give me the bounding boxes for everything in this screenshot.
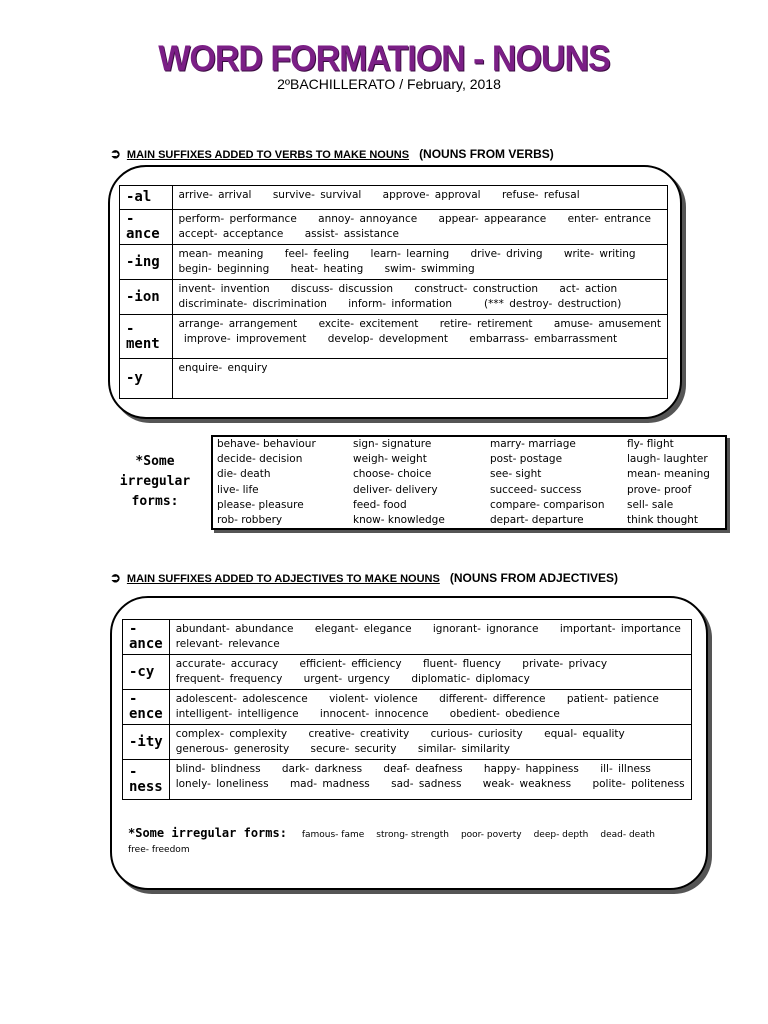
irregular-row xyxy=(212,513,726,529)
irregular-forms-label: *Some irregular forms: xyxy=(119,454,191,509)
examples-line: lonely- loneliness mad- madness sad- sadness weak- weakness polite- politeness xyxy=(175,778,685,790)
irregular-item: dead- death xyxy=(600,830,655,840)
irregular-item: sign- signature xyxy=(353,438,432,450)
suffix-cell xyxy=(120,359,173,399)
irregular-item: please- pleasure xyxy=(217,498,304,511)
section2-heading xyxy=(110,570,618,586)
irregular-forms-table xyxy=(211,435,727,530)
suffix-row xyxy=(120,315,668,359)
examples-line: adolescent- adolescence violent- violence different- difference patient- patience xyxy=(175,693,659,705)
examples-line: frequent- frequency urgent- urgency diplomatic- diplomacy xyxy=(175,673,530,685)
irregular-row xyxy=(212,498,726,513)
irregular-item: post- postage xyxy=(490,453,563,466)
suffix-row xyxy=(120,359,668,399)
examples-line: begin- beginning heat- heating swim- swimming xyxy=(178,263,475,275)
examples-line: arrange- arrangement excite- excitement retire- retirement amuse- amusement xyxy=(178,318,661,330)
irregular-item: famous- fame xyxy=(301,830,365,840)
irregular-row xyxy=(212,436,726,452)
suffix-cell xyxy=(120,186,173,210)
irregular-item: deliver- delivery xyxy=(353,483,438,496)
examples-line: improve- improvement develop- development embarrass- embarrassment xyxy=(178,333,618,345)
examples-cell xyxy=(172,359,668,399)
irregular-item: laugh- laughter xyxy=(627,453,708,466)
irregular-forms-label: *Some irregular forms: xyxy=(128,826,287,840)
page-title: WORD FORMATION - NOUNS xyxy=(158,39,610,79)
suffix-row xyxy=(120,186,668,210)
examples-line: complex- complexity creative- creativity curious- curiosity equal- equality xyxy=(175,728,625,740)
irregular-item: rob- robbery xyxy=(217,514,283,527)
examples-cell xyxy=(172,315,668,359)
examples-cell xyxy=(169,725,691,760)
irregular-item: sell- sale xyxy=(627,498,674,511)
suffix-label: -y xyxy=(126,370,143,386)
suffix-label: -ment xyxy=(126,320,160,352)
examples-line: discriminate- discrimination inform- information (*** destroy- destruction) xyxy=(178,298,622,310)
suffix-row xyxy=(123,725,692,760)
examples-cell xyxy=(169,620,691,655)
section2-title: MAIN SUFFIXES ADDED TO ADJECTIVES TO MAKE NOUNS xyxy=(126,573,440,585)
irregular-item: die- death xyxy=(217,468,271,481)
suffix-label: -ing xyxy=(126,253,160,270)
suffix-label: -ence xyxy=(129,691,163,722)
adjective-suffix-table xyxy=(122,619,692,800)
irregular-item: think thought xyxy=(627,514,699,527)
irregular-item: see- sight xyxy=(490,468,542,481)
examples-cell xyxy=(172,210,668,245)
suffix-row xyxy=(120,245,668,280)
suffix-cell xyxy=(123,620,170,655)
suffix-cell xyxy=(123,725,170,760)
examples-line: mean- meaning feel- feeling learn- learning drive- driving write- writing xyxy=(178,248,636,260)
irregular-item: strong- strength xyxy=(376,830,449,840)
examples-cell xyxy=(169,760,691,800)
irregular-item: poor- poverty xyxy=(460,830,522,840)
irregular-item: behave- behaviour xyxy=(217,438,316,450)
examples-line: relevant- relevance xyxy=(175,638,280,650)
examples-cell xyxy=(172,245,668,280)
examples-line: perform- performance annoy- annoyance appear- appearance enter- entrance xyxy=(178,213,651,225)
examples-line: enquire- enquiry xyxy=(178,362,268,374)
suffix-cell xyxy=(120,210,173,245)
arrow-icon: ➲ xyxy=(110,570,121,585)
irregular-item: marry- marriage xyxy=(490,438,576,450)
suffix-row xyxy=(120,280,668,315)
irregular-item: deep- depth xyxy=(533,830,589,840)
examples-cell xyxy=(172,186,668,210)
verb-suffix-table xyxy=(119,185,668,399)
irregular-item: succeed- success xyxy=(490,483,582,496)
examples-line: blind- blindness dark- darkness deaf- deafness happy- happiness ill- illness xyxy=(175,763,651,775)
section2-paren: (NOUNS FROM ADJECTIVES) xyxy=(449,571,619,585)
page-subtitle: 2ºBACHILLERATO / February, 2018 xyxy=(277,76,501,92)
irregular-forms-adjectives xyxy=(128,826,688,858)
irregular-item: feed- food xyxy=(353,498,407,511)
suffix-cell xyxy=(123,655,170,690)
suffix-cell xyxy=(120,245,173,280)
suffix-cell xyxy=(123,690,170,725)
section1-heading xyxy=(110,146,554,162)
irregular-item: mean- meaning xyxy=(627,468,710,481)
examples-cell xyxy=(172,280,668,315)
irregular-item: prove- proof xyxy=(627,483,692,496)
irregular-item: live- life xyxy=(217,483,259,496)
section1-paren: (NOUNS FROM VERBS) xyxy=(419,147,554,161)
examples-line: accept- acceptance assist- assistance xyxy=(178,228,399,240)
irregular-item: weigh- weight xyxy=(353,453,427,466)
examples-line: accurate- accuracy efficient- efficiency fluent- fluency private- privacy xyxy=(175,658,608,670)
suffix-label: -ity xyxy=(129,733,163,750)
suffix-label: -ance xyxy=(129,621,163,652)
suffix-label: -ion xyxy=(126,288,160,305)
arrow-icon: ➲ xyxy=(110,146,121,161)
suffix-row xyxy=(123,655,692,690)
examples-line: invent- invention discuss- discussion construct- construction act- action xyxy=(178,283,618,295)
irregular-item: depart- departure xyxy=(490,514,584,527)
examples-line: generous- generosity secure- security similar- similarity xyxy=(175,743,510,755)
examples-cell xyxy=(169,655,691,690)
irregular-item: decide- decision xyxy=(217,453,303,466)
examples-line: arrive- arrival survive- survival approve- approval refuse- refusal xyxy=(178,189,580,201)
irregular-item: compare- comparison xyxy=(490,498,605,511)
suffix-cell xyxy=(120,315,173,359)
irregular-row xyxy=(212,483,726,498)
irregular-item: fly- flight xyxy=(627,438,674,450)
suffix-label: -cy xyxy=(129,663,155,680)
irregular-item: free- freedom xyxy=(128,845,190,855)
suffix-cell xyxy=(123,760,170,800)
section1-title: MAIN SUFFIXES ADDED TO VERBS TO MAKE NOUNS xyxy=(126,149,410,161)
irregular-item: know- knowledge xyxy=(353,514,445,527)
suffix-cell xyxy=(120,280,173,315)
suffix-label: -al xyxy=(126,189,152,205)
irregular-row xyxy=(212,452,726,467)
irregular-row xyxy=(212,467,726,482)
suffix-label: -ness xyxy=(129,763,163,795)
examples-line: intelligent- intelligence innocent- innocence obedient- obedience xyxy=(175,708,560,720)
suffix-row xyxy=(123,620,692,655)
examples-cell xyxy=(169,690,691,725)
irregular-item: choose- choice xyxy=(353,468,432,481)
suffix-label: -ance xyxy=(126,211,160,242)
suffix-row xyxy=(123,690,692,725)
suffix-row xyxy=(123,760,692,800)
examples-line: abundant- abundance elegant- elegance ignorant- ignorance important- importance xyxy=(175,623,681,635)
suffix-row xyxy=(120,210,668,245)
